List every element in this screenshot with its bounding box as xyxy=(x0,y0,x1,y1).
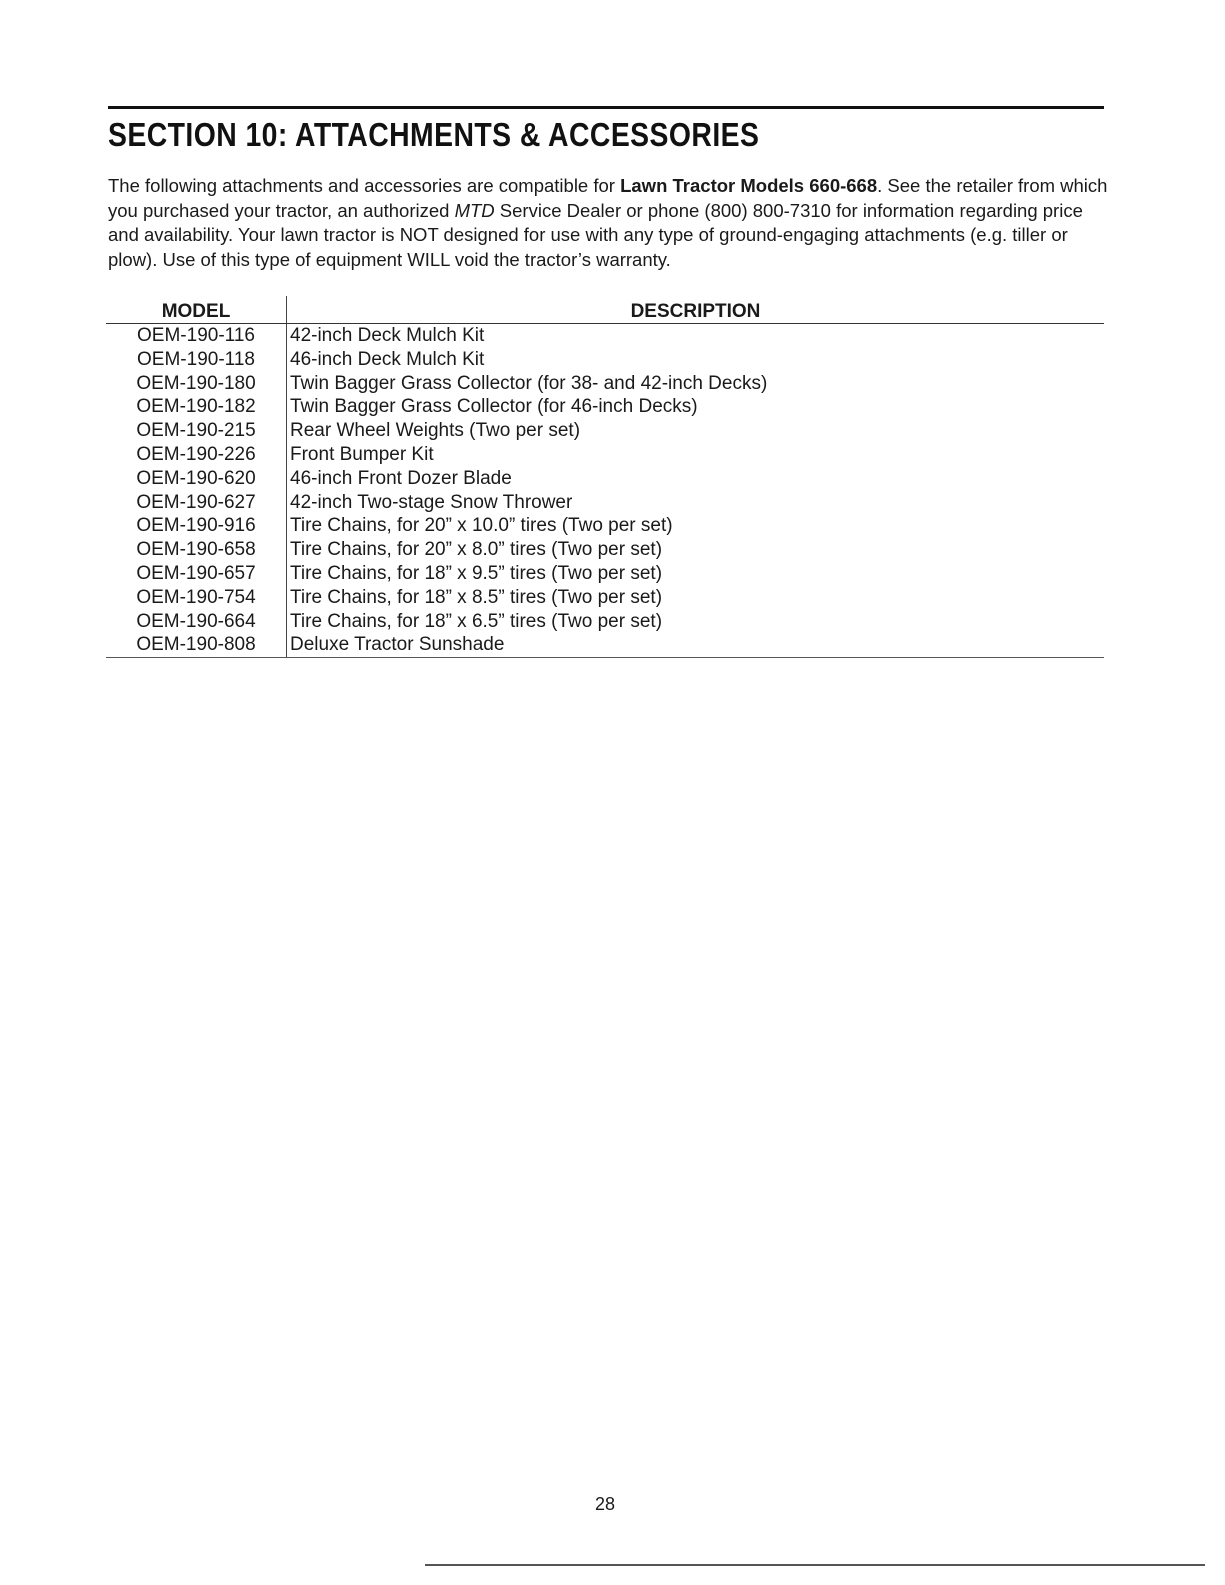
model-number-cell: OEM-190-620 xyxy=(106,467,287,491)
model-number-cell: OEM-190-658 xyxy=(106,538,287,562)
description-cell: 42-inch Two-stage Snow Thrower xyxy=(290,491,573,513)
model-number-cell: OEM-190-226 xyxy=(106,443,287,467)
model-number-cell: OEM-190-180 xyxy=(106,372,287,396)
table-row xyxy=(106,538,1104,562)
description-cell: Twin Bagger Grass Collector (for 46-inch Decks) xyxy=(290,396,698,418)
page-number: 28 xyxy=(594,1494,616,1514)
model-number-cell: OEM-190-916 xyxy=(106,514,287,538)
table-row xyxy=(106,443,1104,467)
model-number-cell: OEM-190-182 xyxy=(106,395,287,419)
model-number-cell: OEM-190-754 xyxy=(106,586,287,610)
description-cell: Tire Chains, for 18” x 9.5” tires (Two per set) xyxy=(290,562,663,584)
model-number-cell: OEM-190-215 xyxy=(106,419,287,443)
table-row xyxy=(106,610,1104,634)
bottom-rule xyxy=(425,1564,1205,1566)
description-cell: Tire Chains, for 20” x 8.0” tires (Two per set) xyxy=(290,539,663,561)
accessories-table xyxy=(106,296,1104,658)
table-row xyxy=(106,419,1104,443)
table-row xyxy=(106,324,1104,348)
table-row xyxy=(106,562,1104,586)
section-top-rule xyxy=(108,106,1104,109)
table-row xyxy=(106,514,1104,538)
table-row xyxy=(106,586,1104,610)
table-row xyxy=(106,633,1104,657)
model-number-cell: OEM-190-664 xyxy=(106,610,287,634)
model-column-header: MODEL xyxy=(106,296,287,324)
table-row xyxy=(106,395,1104,419)
intro-text-middle: . See the retailer from which you purchased your tractor, an authorized xyxy=(108,175,1108,221)
intro-text-after: Service Dealer or phone (800) 800-7310 for information regarding price and availability. Your lawn tractor is NOT designed for use with any type of ground-engaging attachments (e.g. tiller or plow). Use of this type of equipment WILL void the tractor’s warranty. xyxy=(108,199,1083,270)
model-number-cell: OEM-190-657 xyxy=(106,562,287,586)
model-number-cell: OEM-190-808 xyxy=(106,633,287,657)
table-header-row xyxy=(106,296,1104,324)
description-cell: Rear Wheel Weights (Two per set) xyxy=(290,420,581,442)
description-cell: Tire Chains, for 18” x 6.5” tires (Two per set) xyxy=(290,610,663,632)
description-cell: 42-inch Deck Mulch Kit xyxy=(290,325,485,346)
section-title: SECTION 10: ATTACHMENTS & ACCESSORIES xyxy=(108,116,760,153)
table-row xyxy=(106,372,1104,396)
description-column-header: DESCRIPTION xyxy=(287,296,1105,324)
model-number-cell: OEM-190-116 xyxy=(106,324,287,348)
intro-text-before: The following attachments and accessories are compatible for xyxy=(108,175,621,196)
model-number-cell: OEM-190-118 xyxy=(106,348,287,372)
intro-brand: MTD xyxy=(454,199,495,221)
table-body xyxy=(106,324,1104,658)
description-cell: 46-inch Deck Mulch Kit xyxy=(290,348,485,370)
description-cell: Front Bumper Kit xyxy=(290,443,434,465)
description-cell: Tire Chains, for 18” x 8.5” tires (Two per set) xyxy=(290,586,663,608)
table-row xyxy=(106,348,1104,372)
description-cell: Tire Chains, for 20” x 10.0” tires (Two per set) xyxy=(290,515,673,537)
intro-model-range: Lawn Tractor Models 660-668 xyxy=(620,175,878,196)
description-cell: Deluxe Tractor Sunshade xyxy=(287,633,1105,657)
table-row xyxy=(106,491,1104,515)
table-row xyxy=(106,467,1104,491)
description-cell: 46-inch Front Dozer Blade xyxy=(290,467,512,489)
description-cell: Twin Bagger Grass Collector (for 38- and 42-inch Decks) xyxy=(290,372,768,394)
model-number-cell: OEM-190-627 xyxy=(106,491,287,515)
intro-paragraph xyxy=(108,174,1108,272)
